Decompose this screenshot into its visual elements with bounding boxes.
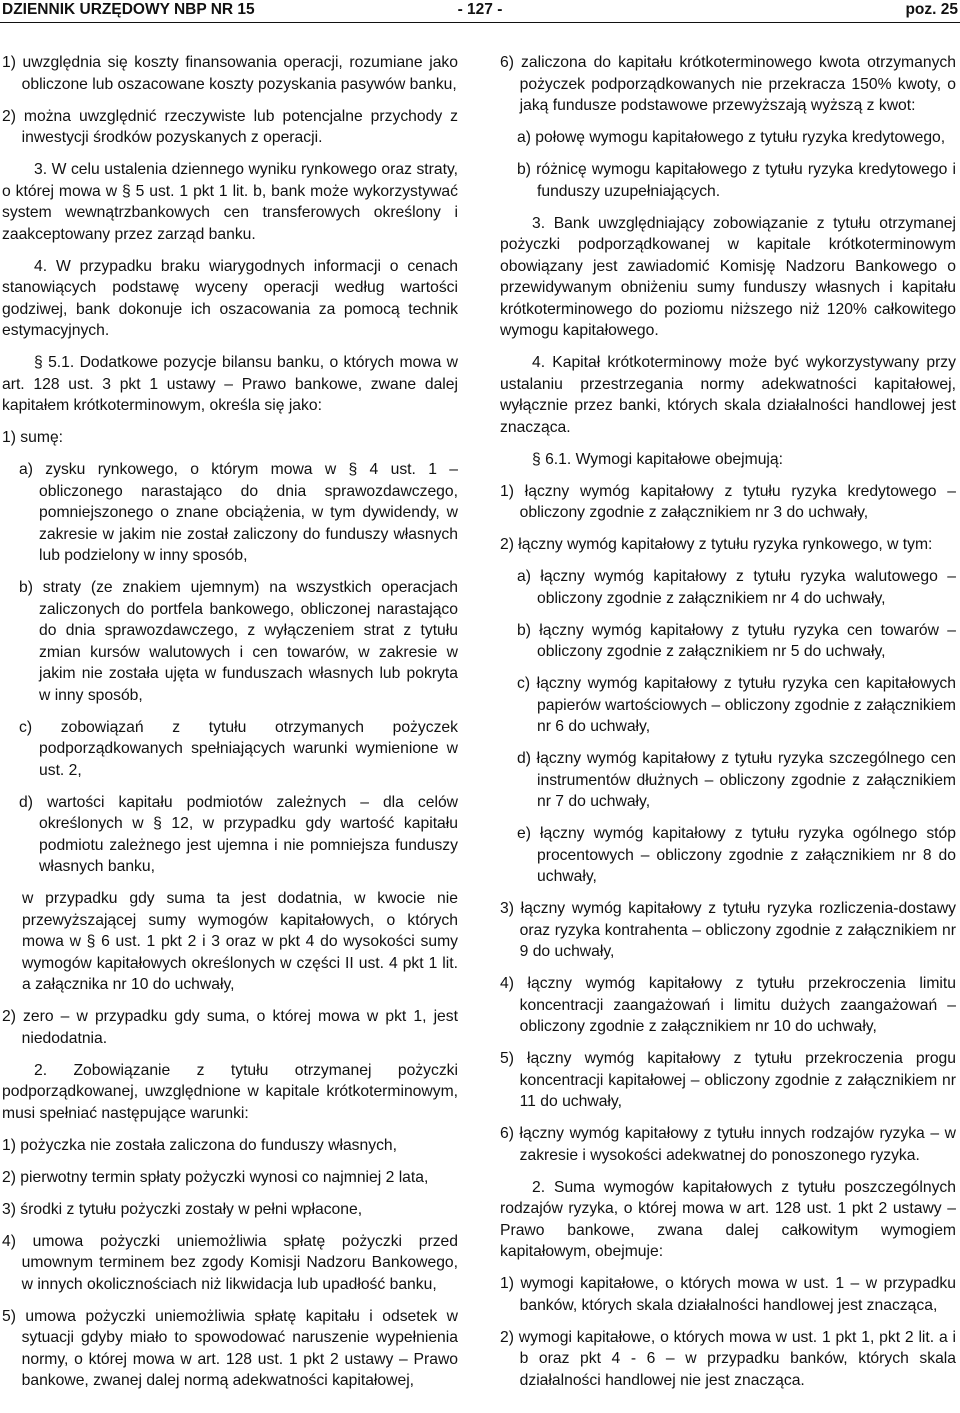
paragraph: 1) łączny wymóg kapitałowy z tytułu ryzyka kredytowego – obliczony zgodnie z załącznikiem nr 3 do uchwały, xyxy=(500,482,956,521)
paragraph: d) wartości kapitału podmiotów zależnych – dla celów określonych w § 12, w przypadku gdy wartość kapitału podmiotu zależnego jest ujemna i nie pomniejsza funduszy własnych banku, xyxy=(19,793,458,875)
paragraph: 2. Zobowiązanie z tytułu otrzymanej pożyczki podporządkowanej, uwzględnione w kapitale krótkoterminowym, musi spełniać następujące warunki: xyxy=(2,1061,458,1122)
page-header xyxy=(0,0,960,23)
paragraph: 2) wymogi kapitałowe, o których mowa w ust. 1 pkt 1, pkt 2 lit. a i b oraz pkt 4 - 6 – w przypadku banków, których skala działalności handlowej nie jest znacząca. xyxy=(500,1328,956,1389)
journal-title: DZIENNIK URZĘDOWY NBP NR 15 xyxy=(2,1,255,18)
paragraph: 4) łączny wymóg kapitałowy z tytułu przekroczenia limitu koncentracji zaangażowań i limitu dużych zaangażowań – obliczony zgodnie z załącznikiem nr 10 do uchwały, xyxy=(500,975,956,1035)
paragraph: 4) umowa pożyczki uniemożliwia spłatę pożyczki przed umownym terminem bez zgody Komisji Nadzoru Bankowego, w innych okolicznościach niż likwidacja lub upadłość banku, xyxy=(2,1232,458,1293)
paragraph: § 6.1. Wymogi kapitałowe obejmują: xyxy=(532,450,783,468)
paragraph: 2. Suma wymogów kapitałowych z tytułu poszczególnych rodzajów ryzyka, o której mowa w art. 128 ust. 1 pkt 2 ustawy – Prawo bankowe, zwana dalej całkowitym wymogiem kapitałowym, obejmuje: xyxy=(500,1178,956,1260)
paragraph: 3. W celu ustalenia dziennego wyniku rynkowego oraz straty, o której mowa w § 5 ust. 1 pkt 1 lit. b, bank może wykorzystywać system wewnątrzbankowych cen transferowych określony i zaakceptowany przez zarząd banku. xyxy=(2,161,458,243)
paragraph: b) różnicę wymogu kapitałowego z tytułu ryzyka kredytowego i funduszy uzupełniających. xyxy=(517,161,956,200)
paragraph: 5) umowa pożyczki uniemożliwia spłatę kapitału i odsetek w sytuacji gdyby miało to spowodować naruszenie wypełnienia normy, o której mowa w art. 128 ust. 1 pkt 2 ustawy – Prawo bankowe, zwanej dalej normą adekwatności kapitałowej, xyxy=(2,1307,458,1389)
paragraph: b) straty (ze znakiem ujemnym) na wszystkich operacjach zaliczonych do portfela bankowego, obliczonej narastająco do dnia sprawozdawczego, z wyłączeniem strat z tytułu zmian kursów walutowych i cen towarów, w zakresie w jakim nie została ujęta w funduszach własnych lub pokryta w inny sposób, xyxy=(19,579,458,704)
paragraph: 1) wymogi kapitałowe, o których mowa w ust. 1 – w przypadku banków, których skala działalności handlowej jest znacząca, xyxy=(500,1275,956,1314)
paragraph: 5) łączny wymóg kapitałowy z tytułu przekroczenia progu koncentracji kapitałowej – obliczony zgodnie z załącznikiem nr 11 do uchwały, xyxy=(500,1050,956,1110)
page-number: - 127 - xyxy=(457,1,503,18)
paragraph: 2) zero – w przypadku gdy suma, o której mowa w pkt 1, jest niedodatnia. xyxy=(2,1008,458,1047)
right-column xyxy=(500,52,956,1402)
paragraph: 6) zaliczona do kapitału krótkoterminowego kwota otrzymanych pożyczek podporządkowanych nie przekracza 150% kwoty, o jaką fundusze podstawowe przewyższają wyższą z kwot: xyxy=(500,54,956,114)
position-number: poz. 25 xyxy=(905,1,958,18)
paragraph: 6) łączny wymóg kapitałowy z tytułu innych rodzajów ryzyka – w zakresie i wysokości adekwatnej do ponoszonego ryzyka. xyxy=(500,1125,956,1164)
paragraph: 1) pożyczka nie została zaliczona do funduszy własnych, xyxy=(2,1136,398,1154)
left-column xyxy=(2,52,458,1402)
paragraph: w przypadku gdy suma ta jest dodatnia, w kwocie nie przewyższającej sumy wymogów kapitałowych, o których mowa w § 6 ust. 1 pkt 2 i 3 oraz w pkt 4 do wysokości sumy wymogów kapitałowych określonych w części II ust. 4 pkt 1 lit. a załącznika nr 10 do uchwały, xyxy=(22,890,458,993)
paragraph: 3) środki z tytułu pożyczki zostały w pełni wpłacone, xyxy=(2,1200,363,1218)
paragraph: 4. Kapitał krótkoterminowy może być wykorzystywany przy ustalaniu przestrzegania normy adekwatności kapitałowej, wyłącznie przez banki, których skala działalności handlowej jest znacząca. xyxy=(500,354,956,436)
paragraph: e) łączny wymóg kapitałowy z tytułu ryzyka ogólnego stóp procentowych – obliczony zgodnie z załącznikiem nr 8 do uchwały, xyxy=(517,825,956,885)
paragraph: § 5.1. Dodatkowe pozycje bilansu banku, o których mowa w art. 128 ust. 3 pkt 1 ustawy – Prawo bankowe, zwane dalej kapitałem krótkoterminowym, określa się jako: xyxy=(2,354,458,414)
paragraph: 1) uwzględnia się koszty finansowania operacji, rozumiane jako obliczone lub oszacowane koszty pozyskania pasywów banku, xyxy=(2,54,458,93)
paragraph: 4. W przypadku braku wiarygodnych informacji o cenach stanowiących podstawę wyceny operacji według wartości godziwej, bank dokonuje ich oszacowania za pomocą technik estymacyjnych. xyxy=(2,257,458,339)
paragraph: a) połowę wymogu kapitałowego z tytułu ryzyka kredytowego, xyxy=(517,129,946,146)
paragraph: 2) pierwotny termin spłaty pożyczki wynosi co najmniej 2 lata, xyxy=(2,1168,429,1186)
paragraph: 2) łączny wymóg kapitałowy z tytułu ryzyka rynkowego, w tym: xyxy=(500,536,933,553)
paragraph: c) łączny wymóg kapitałowy z tytułu ryzyka cen kapitałowych papierów wartościowych – obliczony zgodnie z załącznikiem nr 6 do uchwały, xyxy=(517,675,956,735)
paragraph: 2) można uwzględnić rzeczywiste lub potencjalne przychody z inwestycji środków pozyskanych z operacji. xyxy=(2,107,458,146)
paragraph: a) zysku rynkowego, o którym mowa w § 4 ust. 1 – obliczonego narastająco do dnia sprawozdawczego, pomniejszonego o znane obciążenia, w tym dywidendy, w zakresie w jakim nie został zaliczony do funduszy własnych lub podzielony w inny sposób, xyxy=(19,461,458,564)
paragraph: a) łączny wymóg kapitałowy z tytułu ryzyka walutowego – obliczony zgodnie z załącznikiem nr 4 do uchwały, xyxy=(517,568,956,607)
paragraph: d) łączny wymóg kapitałowy z tytułu ryzyka szczególnego cen instrumentów dłużnych – obliczony zgodnie z załącznikiem nr 7 do uchwały, xyxy=(517,750,956,810)
paragraph: c) zobowiązań z tytułu otrzymanych pożyczek podporządkowanych spełniających warunki wymienione w ust. 2, xyxy=(19,718,458,779)
paragraph: 1) sumę: xyxy=(2,429,64,446)
paragraph: 3) łączny wymóg kapitałowy z tytułu ryzyka rozliczenia-dostawy oraz ryzyka kontrahenta – obliczony zgodnie z załącznikiem nr 9 do uchwały, xyxy=(500,900,956,960)
paragraph: 3. Bank uwzględniający zobowiązanie z tytułu otrzymanej pożyczki podporządkowanej w kapitale krótkoterminowym obowiązany jest zawiadomić Komisję Nadzoru Bankowego o przewidywanym obniżeniu sumy funduszy własnych i kapitału krótkoterminowego do poziomu niższego niż 120% całkowitego wymogu kapitałowego. xyxy=(500,214,956,339)
paragraph: b) łączny wymóg kapitałowy z tytułu ryzyka cen towarów – obliczony zgodnie z załącznikiem nr 5 do uchwały, xyxy=(517,621,956,660)
